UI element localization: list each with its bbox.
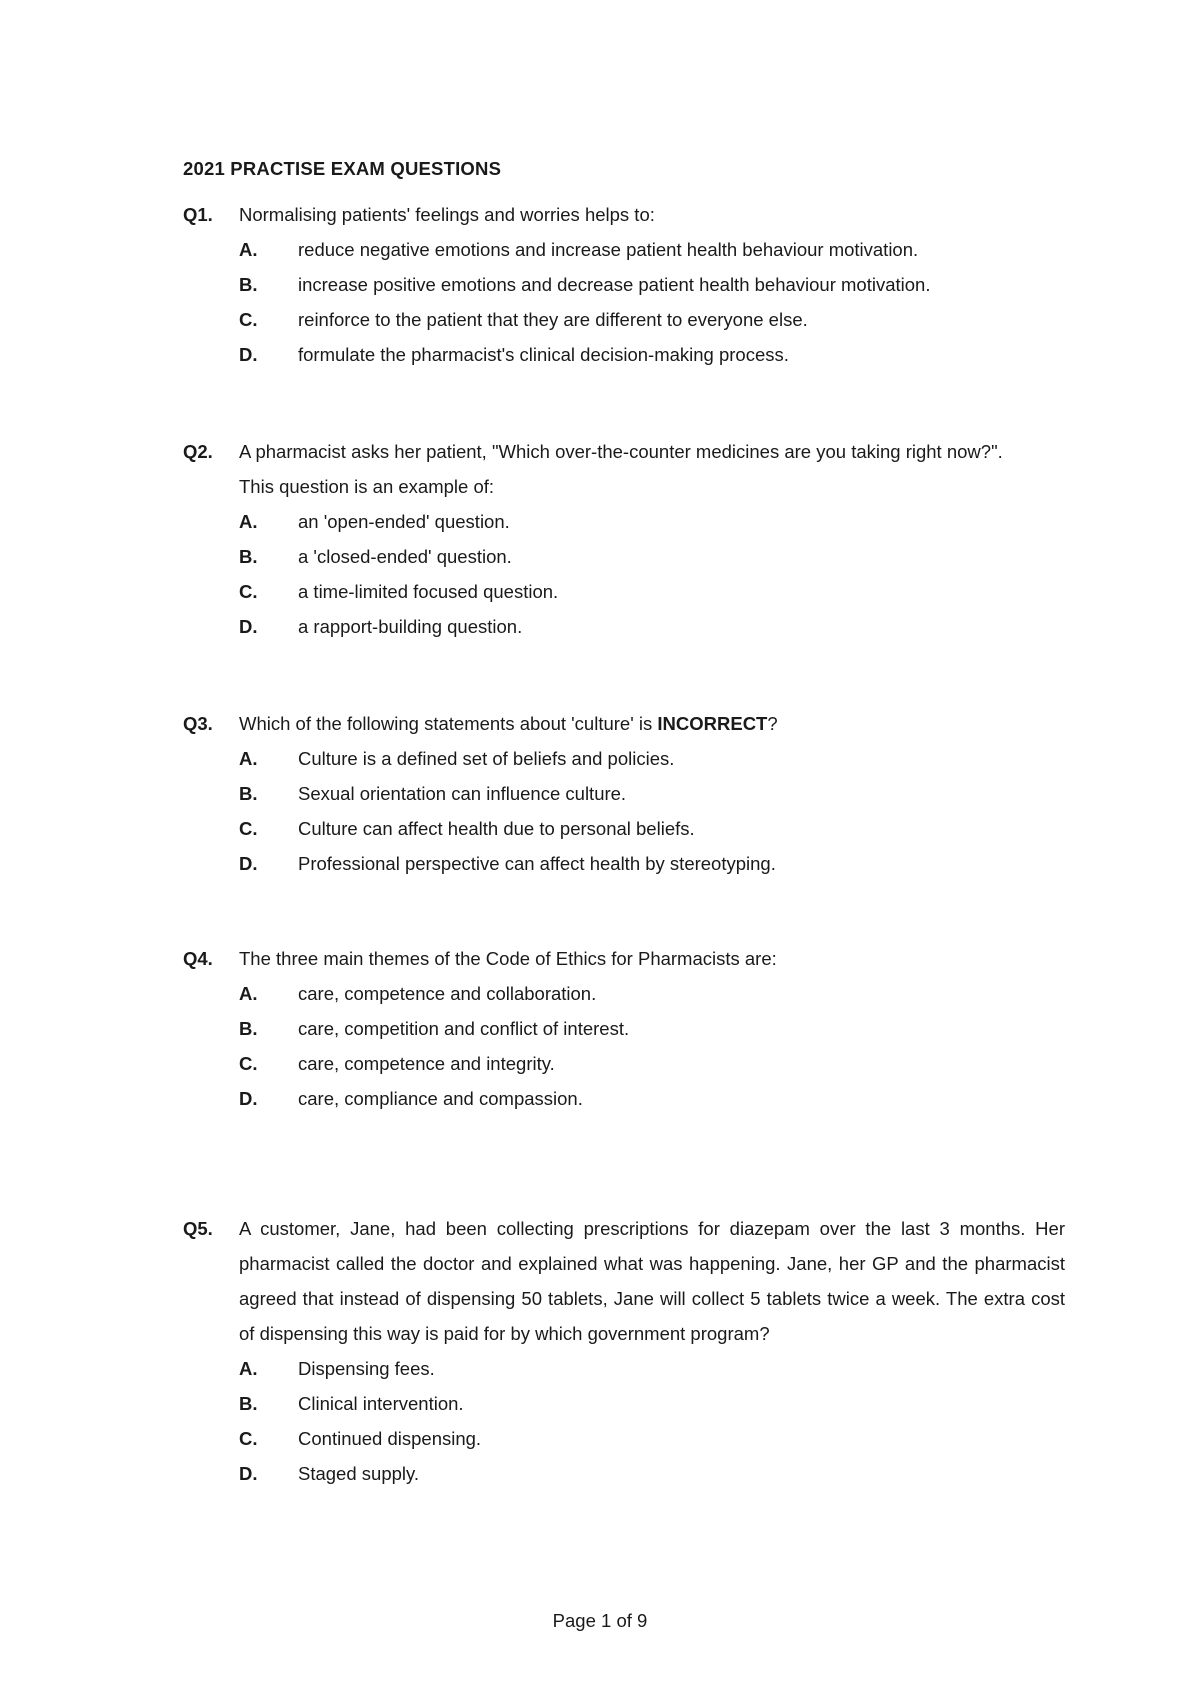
- page-number: Page 1 of 9: [552, 1610, 648, 1631]
- option-letter: D.: [239, 1463, 258, 1484]
- option-text: formulate the pharmacist's clinical decision-making process.: [298, 344, 789, 365]
- option-d: [0, 337, 1200, 372]
- question-text: A pharmacist asks her patient, "Which over-the-counter medicines are you taking right now?".: [239, 441, 1003, 462]
- option-c: [0, 1421, 1200, 1456]
- option-letter: B.: [239, 546, 258, 567]
- question-2: [0, 434, 1200, 644]
- option-d: [0, 1081, 1200, 1116]
- question-4: [0, 941, 1200, 1116]
- option-text: Dispensing fees.: [298, 1358, 435, 1379]
- option-text: Sexual orientation can influence culture.: [298, 783, 627, 804]
- option-b: [0, 1386, 1200, 1421]
- option-text: Culture can affect health due to personal beliefs.: [298, 818, 695, 839]
- option-text: increase positive emotions and decrease patient health behaviour motivation.: [298, 274, 931, 295]
- option-text: an 'open-ended' question.: [298, 511, 510, 532]
- option-c: [0, 574, 1200, 609]
- question-text-end: ?: [767, 713, 778, 734]
- option-text: reduce negative emotions and increase patient health behaviour motivation.: [298, 239, 919, 260]
- option-letter: B.: [239, 274, 258, 295]
- option-b: [0, 776, 1200, 811]
- option-letter: C.: [239, 1053, 258, 1074]
- option-d: [0, 1456, 1200, 1491]
- option-a: [0, 504, 1200, 539]
- option-c: [0, 1046, 1200, 1081]
- question-number: Q4.: [183, 948, 213, 969]
- question-number: Q1.: [183, 204, 213, 225]
- option-text: Staged supply.: [298, 1463, 420, 1484]
- option-letter: A.: [239, 983, 258, 1004]
- option-letter: A.: [239, 239, 258, 260]
- question-text: Normalising patients' feelings and worries helps to:: [239, 204, 655, 225]
- option-text: care, competence and integrity.: [298, 1053, 555, 1074]
- page-title: 2021 PRACTISE EXAM QUESTIONS: [183, 158, 502, 179]
- option-text: Continued dispensing.: [298, 1428, 482, 1449]
- option-a: [0, 976, 1200, 1011]
- option-letter: A.: [239, 511, 258, 532]
- option-letter: A.: [239, 748, 258, 769]
- option-letter: A.: [239, 1358, 258, 1379]
- option-c: [0, 302, 1200, 337]
- question-5: [0, 1211, 1200, 1491]
- option-letter: B.: [239, 1393, 258, 1414]
- option-text: reinforce to the patient that they are different to everyone else.: [298, 309, 808, 330]
- option-b: [0, 267, 1200, 302]
- option-b: [0, 539, 1200, 574]
- option-text: care, competition and conflict of interest.: [298, 1018, 630, 1039]
- question-text: A customer, Jane, had been collecting prescriptions for diazepam over the last 3 months. Her pharmacist called the doctor and explained what was happening. Jane, her GP and the pharmacist agreed that instead of dispensing 50 tablets, Jane will collect 5 tablets twice a week. The extra cost of dispensing this way is paid for by which government program?: [239, 1218, 1065, 1344]
- option-text: Professional perspective can affect health by stereotyping.: [298, 853, 776, 874]
- question-text-start: Which of the following statements about 'culture' is: [239, 713, 658, 734]
- option-text: a rapport-building question.: [298, 616, 523, 637]
- question-text: [239, 706, 778, 741]
- option-a: [0, 741, 1200, 776]
- question-text-continued: This question is an example of:: [239, 476, 495, 497]
- option-a: [0, 1351, 1200, 1386]
- question-number: Q3.: [183, 713, 213, 734]
- option-text: Culture is a defined set of beliefs and policies.: [298, 748, 675, 769]
- option-letter: B.: [239, 783, 258, 804]
- question-number: Q5.: [183, 1218, 213, 1239]
- option-b: [0, 1011, 1200, 1046]
- emphasis-incorrect: INCORRECT: [657, 713, 768, 734]
- option-letter: C.: [239, 1428, 258, 1449]
- option-letter: C.: [239, 309, 258, 330]
- option-text: Clinical intervention.: [298, 1393, 464, 1414]
- option-text: a 'closed-ended' question.: [298, 546, 512, 567]
- question-number: Q2.: [183, 441, 213, 462]
- question-text: The three main themes of the Code of Ethics for Pharmacists are:: [239, 948, 777, 969]
- option-letter: D.: [239, 344, 258, 365]
- option-letter: B.: [239, 1018, 258, 1039]
- question-1: [0, 197, 1200, 372]
- option-text: care, compliance and compassion.: [298, 1088, 583, 1109]
- question-3: [0, 706, 1200, 881]
- option-text: a time-limited focused question.: [298, 581, 559, 602]
- option-d: [0, 609, 1200, 644]
- option-a: [0, 232, 1200, 267]
- option-letter: D.: [239, 616, 258, 637]
- option-letter: C.: [239, 818, 258, 839]
- option-d: [0, 846, 1200, 881]
- option-letter: C.: [239, 581, 258, 602]
- option-c: [0, 811, 1200, 846]
- option-text: care, competence and collaboration.: [298, 983, 597, 1004]
- option-letter: D.: [239, 1088, 258, 1109]
- option-letter: D.: [239, 853, 258, 874]
